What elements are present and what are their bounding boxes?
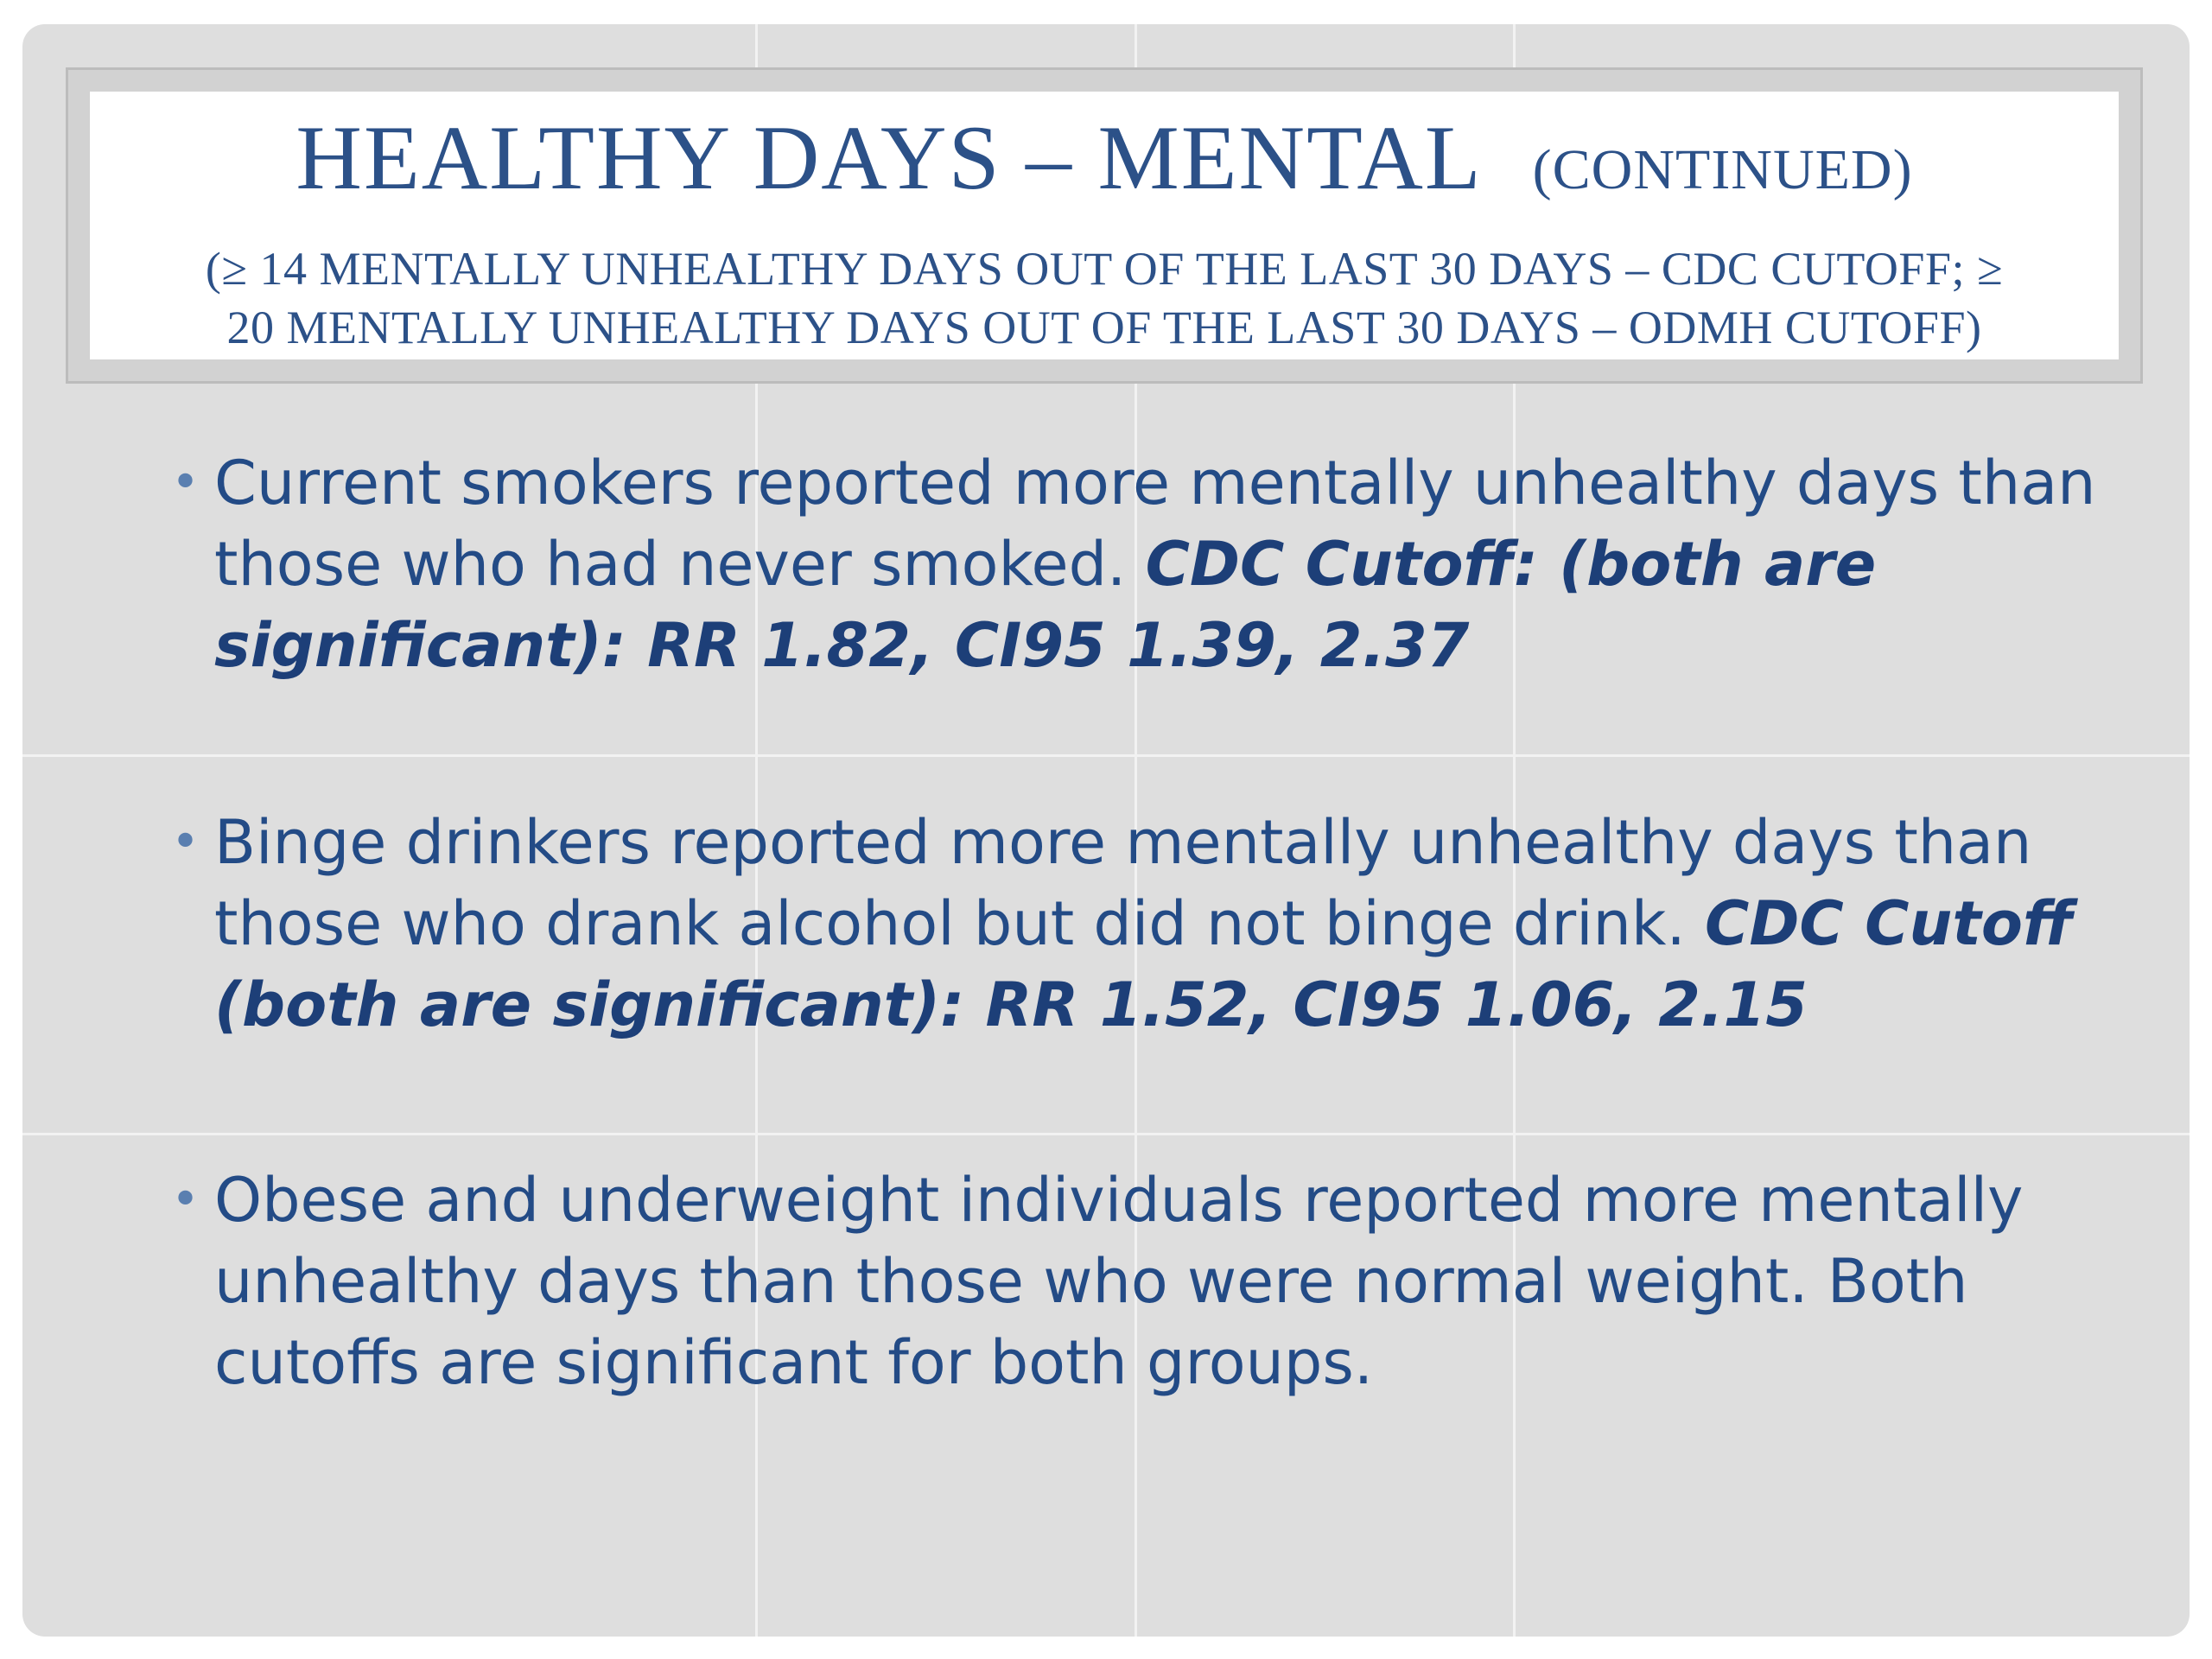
bullet-item-binge-drinkers (171, 802, 2141, 1046)
bullet-text: Current smokers reported more mentally unhealthy days than those who had never smoked. (214, 448, 2096, 600)
slide (22, 24, 2190, 1637)
title-continued: (CONTINUED) (1532, 138, 1913, 201)
bullet-emphasis: CDC Cutoff: (both are significant): RR 1.82, CI95 1.39, 2.37 (214, 529, 1877, 681)
bullet-list (22, 24, 2190, 1637)
subtitle-line-1: (≥ 14 MENTALLY UNHEALTHY DAYS OUT OF THE LAST 30 DAYS – CDC CUTOFF; ≥ (205, 243, 2004, 295)
bullet-icon: • (171, 1172, 200, 1228)
bullet-item-smokers (171, 442, 2141, 686)
bullet-item-weight (171, 1160, 2141, 1403)
bullet-icon: • (171, 814, 200, 870)
bullet-emphasis: CDC Cutoff (both are significant): RR 1.52, CI95 1.06, 2.15 (214, 888, 2074, 1040)
bullet-text: Binge drinkers reported more mentally unhealthy days than those who drank alcohol but did not binge drink. (214, 807, 2032, 959)
title-main-text: HEALTHY DAYS – MENTAL (296, 107, 1483, 208)
bullet-text: Obese and underweight individuals reported more mentally unhealthy days than those who were normal weight. Both cutoffs are significant for both groups. (214, 1165, 2024, 1398)
subtitle-line-2: 20 MENTALLY UNHEALTHY DAYS OUT OF THE LAST 30 DAYS – ODMH CUTOFF) (226, 302, 1982, 353)
bullet-icon: • (171, 454, 200, 511)
